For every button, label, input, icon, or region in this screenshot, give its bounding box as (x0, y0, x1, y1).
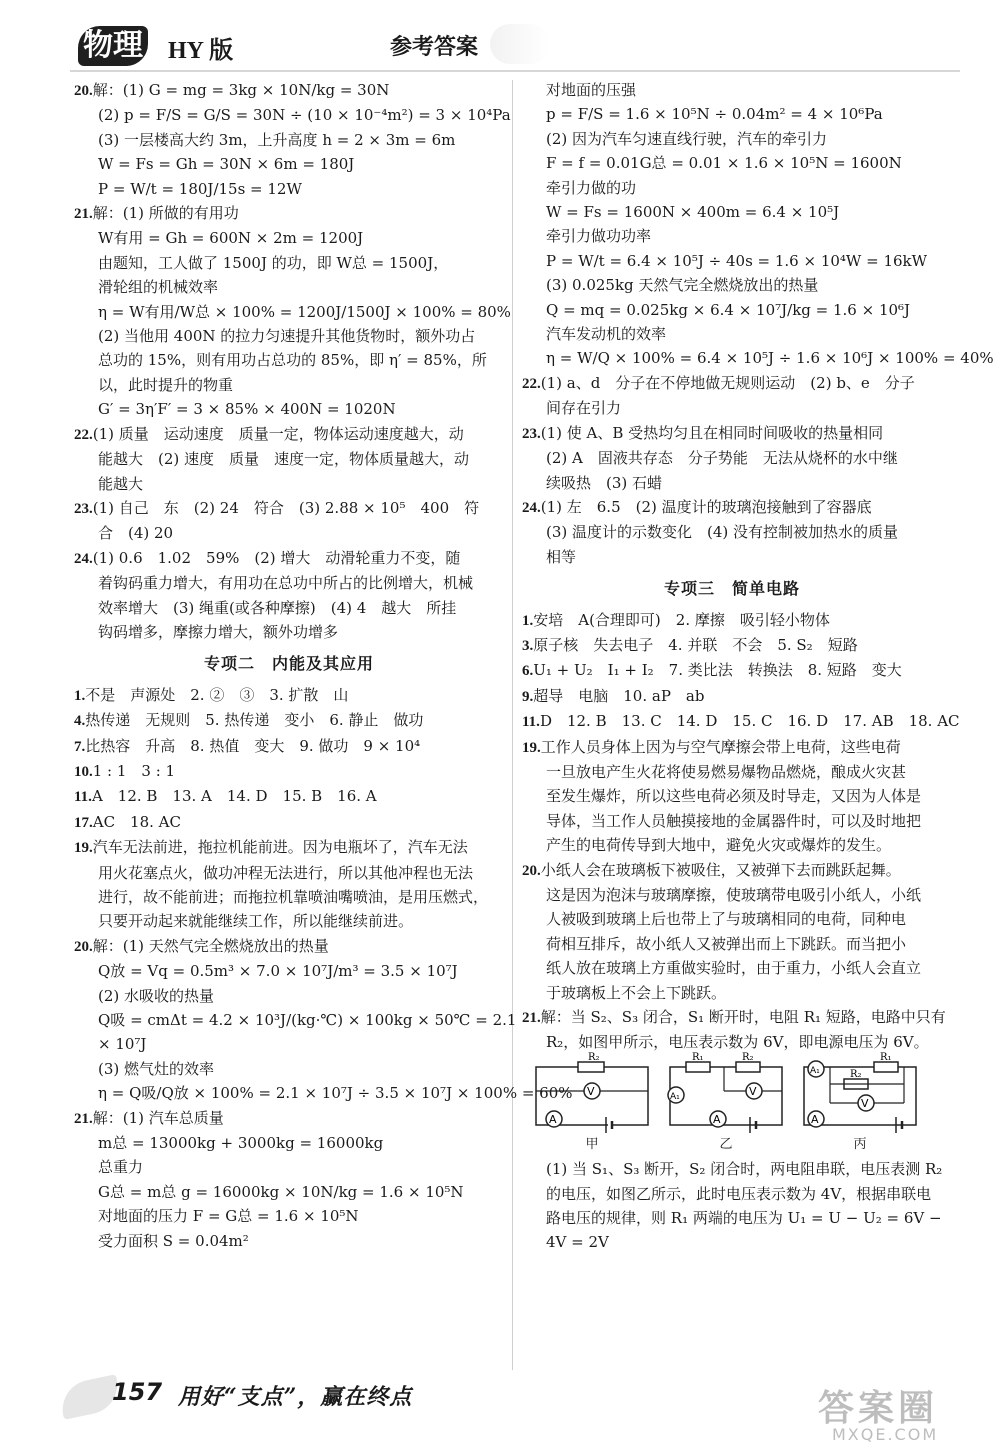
circuit-label: 乙 (719, 1136, 733, 1152)
answer-text: 安培 A(合理即可) 2. 摩擦 吸引轻小物体 (533, 610, 830, 629)
page-title: 参考答案 (390, 35, 479, 60)
svg-text:R₁: R₁ (880, 1051, 892, 1063)
answer-text: 间存在引力 (546, 399, 622, 418)
question-number: 6. (522, 663, 534, 680)
answer-line (522, 858, 942, 883)
answer-line (74, 1032, 504, 1056)
edition-label: HY 版 (168, 38, 234, 64)
answer-text: 相等 (546, 547, 577, 566)
answer-text: W有用 = Gh = 600N × 2m = 1200J (98, 229, 364, 248)
subject-badge: 物理 (78, 26, 148, 66)
answer-text: p = F/S = 1.6 × 10⁵N ÷ 0.04m² = 4 × 10⁶Pa (546, 105, 883, 124)
answer-text: 钩码增多，摩擦力增大，额外功增多 (98, 622, 339, 641)
answer-line (522, 1157, 942, 1181)
answer-text: (3) 0.025kg 天然气完全燃烧放出的热量 (546, 276, 819, 295)
answer-line (74, 251, 504, 275)
answer-line (74, 300, 511, 324)
answer-line (74, 959, 504, 983)
question-number: 24. (74, 550, 93, 567)
answer-line (74, 128, 504, 152)
answer-text: Q吸 = cmΔt = 4.2 × 10³J/(kg·℃) × 100kg × 50℃ = 2.1 (98, 1011, 517, 1030)
column-divider (512, 80, 513, 1370)
answer-line (522, 346, 994, 370)
ammeter-label: A (549, 1112, 557, 1126)
section-3-answers (522, 608, 960, 1055)
answer-text: U₁ + U₂ I₁ + I₂ 7. 类比法 转换法 8. 短路 变大 (533, 661, 902, 680)
answer-text: Q放 = Vq = 0.5m³ × 7.0 × 10⁷J/m³ = 3.5 × 10⁷J (98, 962, 458, 981)
question-number: 21. (74, 206, 93, 223)
question-number: 22. (522, 375, 541, 392)
answer-line (74, 759, 504, 784)
left-answers (74, 78, 511, 644)
answer-text: D 12. B 13. C 14. D 15. C 16. D 17. AB 18. AC (539, 712, 960, 731)
answer-line (522, 421, 942, 446)
question-number: 4. (74, 713, 86, 730)
answer-line (522, 446, 942, 470)
question-number: 20. (522, 862, 541, 879)
answer-line (522, 371, 942, 396)
answer-text: 解：(1) 汽车总质量 (92, 1108, 224, 1127)
answer-line (74, 324, 504, 348)
answer-line (74, 810, 504, 835)
answer-text: Q = mq = 0.025kg × 6.4 × 10⁷J/kg = 1.6 × 10⁶J (546, 300, 911, 319)
answer-text: η = Q吸/Q放 × 100% = 2.1 × 10⁷J ÷ 3.5 × 10⁷J × 100% = 60% (98, 1084, 573, 1103)
answer-text: m总 = 13000kg + 3000kg = 16000kg (98, 1134, 384, 1153)
circuit-bing-diagram (800, 1051, 920, 1131)
answer-line (522, 684, 942, 709)
svg-text:A₁: A₁ (810, 1065, 820, 1076)
answer-text: 对地面的压力 F = G总 = 1.6 × 10⁵N (98, 1207, 359, 1226)
answer-text: 解：(1) 天然气完全燃烧放出的热量 (92, 936, 329, 955)
answer-text: 总功的 15%，则有用功占总功的 85%，即 η′ = 85%，所 (98, 351, 487, 370)
answer-text: 导体，当工作人员触摸接地的金属器件时，可以及时地把 (546, 811, 922, 830)
answer-line (74, 571, 504, 595)
answer-line (522, 907, 942, 931)
answer-text: (2) A 固液共存态 分子势能 无法从烧杯的水中继 (546, 449, 898, 468)
answer-text: 工作人员身体上因为与空气摩擦会带上电荷，这些电荷 (540, 737, 901, 756)
answer-line (74, 909, 504, 933)
question-number: 20. (74, 938, 93, 955)
answer-text: AC 18. AC (92, 812, 181, 831)
answer-text: 由题知，工人做了 1500J 的功，即 W总 = 1500J， (98, 253, 449, 272)
answer-text: 的电压，如图乙所示，此时电压表示数为 4V，根据串联电 (546, 1184, 932, 1203)
answer-line (74, 447, 504, 471)
question-number: 21. (74, 1110, 93, 1127)
answer-line (74, 275, 504, 299)
answer-line (74, 683, 504, 708)
answer-text: 比热容 升高 8. 热值 变大 9. 做功 9 × 10⁴ (85, 736, 421, 755)
answer-text: 路电压的规律，则 R₁ 两端的电压为 U₁ = U − U₂ = 6V − (546, 1209, 942, 1228)
answer-line (522, 322, 942, 346)
answer-line (522, 809, 942, 833)
answer-text: 续吸热 (3) 石蜡 (546, 473, 663, 492)
answer-text: 用火花塞点火，做功冲程无法进行，所以其他冲程也无法 (98, 863, 474, 882)
answer-line (74, 620, 504, 644)
circuit-jia (532, 1051, 652, 1157)
answer-text: (1) 当 S₁、S₃ 断开，S₂ 闭合时，两电阻串联，电压表测 R₂ (546, 1160, 943, 1179)
answer-text: (3) 一层楼高大约 3m，上升高度 h = 2 × 3m = 6m (98, 130, 456, 149)
answer-text: 合 (4) 20 (98, 524, 174, 543)
circuit-diagrams (532, 1051, 942, 1157)
answer-text: 受力面积 S = 0.04m² (98, 1231, 249, 1250)
circuit-yi-diagram (666, 1051, 786, 1131)
answer-text: 只要开动起来就能继续工作，所以能继续前进。 (98, 912, 414, 931)
answer-line (522, 1230, 942, 1254)
answer-text: (1) 自己 东 (2) 24 符合 (3) 2.88 × 10⁵ 400 符 (92, 498, 480, 517)
answer-line (522, 833, 942, 857)
answer-line (74, 373, 504, 397)
answer-text: 效率增大 (3) 绳重(或各种摩擦) (4) 4 越大 所挂 (98, 598, 457, 617)
answer-line (522, 1030, 942, 1054)
circuit-jia-diagram (532, 1051, 652, 1131)
answer-text: 以，此时提升的物重 (98, 375, 234, 394)
answer-text: F = f = 0.01G总 = 0.01 × 1.6 × 10⁵N = 1600N (546, 154, 902, 173)
answer-text: 汽车发动机的效率 (546, 325, 667, 344)
answer-line (74, 708, 504, 733)
question-number: 1. (522, 612, 534, 629)
answer-line (522, 956, 942, 980)
answer-line (74, 78, 504, 103)
answer-line (522, 735, 942, 760)
question-number: 10. (74, 763, 93, 780)
answer-text: 能越大 (98, 474, 144, 493)
answer-line (74, 472, 504, 496)
answer-line (74, 861, 504, 885)
answer-text: 荷相互排斥，故小纸人又被弹出而上下跳跃。而当把小 (546, 934, 907, 953)
answer-line (522, 224, 942, 248)
answer-text: W = Fs = Gh = 30N × 6m = 180J (98, 155, 355, 174)
svg-text:R₂: R₂ (850, 1068, 862, 1080)
footer-slogan: 用好“支点”，赢在终点 (178, 1384, 413, 1410)
answer-line (522, 520, 942, 544)
answer-line (522, 658, 942, 683)
answer-line (522, 932, 942, 956)
question-number: 19. (74, 840, 93, 857)
answer-line (522, 298, 942, 322)
answer-text: 牵引力做的功 (546, 178, 637, 197)
answer-text: 至发生爆炸，所以这些电荷必须及时导走，又因为人体是 (546, 787, 922, 806)
answer-text: 纸人放在玻璃上方重做实验时，由于重力，小纸人会直立 (546, 959, 922, 978)
question-number: 20. (74, 83, 93, 99)
question-number: 17. (74, 814, 93, 831)
answer-text: (2) p = F/S = G/S = 30N ÷ (10 × 10⁻⁴m²) = 3 × 10⁴Pa (98, 106, 511, 125)
answer-line (522, 981, 942, 1005)
answer-line (74, 1180, 504, 1204)
answer-line (74, 348, 504, 372)
answer-text: 热传递 无规则 5. 热传递 变小 6. 静止 做功 (85, 711, 424, 730)
watermark-url: MXQE.COM (832, 1425, 939, 1444)
answer-line (522, 102, 942, 126)
answer-text: 滑轮组的机械效率 (98, 278, 219, 297)
answer-text: (1) 使 A、B 受热均匀且在相同时间吸收的热量相同 (540, 423, 884, 442)
page-number: 157 (112, 1378, 163, 1406)
answer-text: G′ = 3η′F′ = 3 × 85% × 400N = 1020N (98, 400, 396, 419)
answer-line (522, 200, 942, 224)
answer-line (74, 984, 504, 1008)
answer-line (522, 471, 942, 495)
answer-line (74, 885, 504, 909)
answer-line (74, 546, 504, 571)
answer-line (522, 545, 942, 569)
watermark (818, 1380, 978, 1450)
answer-line (74, 177, 504, 201)
answer-text: 总重力 (98, 1158, 144, 1177)
answer-text: 能越大 (2) 速度 质量 速度一定，物体质量越大，动 (98, 450, 470, 469)
answer-text: × 10⁷J (98, 1035, 147, 1054)
answer-text: 牵引力做功功率 (546, 227, 652, 246)
answer-line (74, 521, 504, 545)
answer-line (74, 1008, 517, 1032)
answer-text: 4V = 2V (546, 1233, 609, 1252)
answer-line (74, 1229, 504, 1253)
watermark-logo: 答案圈 (818, 1388, 939, 1429)
answer-text: 原子核 失去电子 4. 并联 不会 5. S₂ 短路 (533, 635, 858, 654)
answer-line (74, 1155, 504, 1179)
answer-line (522, 709, 960, 734)
question-number: 1. (74, 687, 86, 704)
r2-label: R₂ (588, 1051, 600, 1063)
answer-text: (1) 0.6 1.02 59% (2) 增大 动滑轮重力不变，随 (92, 548, 461, 567)
answer-line (522, 784, 942, 808)
answer-text: 超导 电脑 10. aP ab (533, 686, 705, 705)
question-number: 7. (74, 738, 86, 755)
answer-line (74, 201, 504, 226)
answer-line (522, 1182, 942, 1206)
answer-text: 进行，故不能前进；而拖拉机靠喷油嘴喷油，是用压燃式， (98, 888, 489, 906)
section-3-answers-continued (522, 1157, 942, 1255)
section-2-answers (74, 683, 573, 1253)
question-number: 22. (74, 426, 93, 443)
svg-text:A: A (713, 1112, 721, 1126)
answer-text: (1) 左 6.5 (2) 温度计的玻璃泡接触到了容器底 (540, 497, 872, 516)
answer-text: G总 = m总 g = 16000kg × 10N/kg = 1.6 × 10⁵N (98, 1182, 464, 1201)
answer-line (522, 273, 942, 297)
answer-line (74, 103, 511, 127)
answer-line (522, 78, 942, 102)
answer-line (522, 249, 942, 273)
circuit-bing (800, 1051, 920, 1157)
answer-text: A 12. B 13. A 14. D 15. B 16. A (91, 787, 377, 806)
answer-text: (2) 当他用 400N 的拉力匀速提升其他货物时，额外功占 (98, 327, 476, 346)
question-number: 24. (522, 499, 541, 516)
answer-text: η = W/Q × 100% = 6.4 × 10⁵J ÷ 1.6 × 10⁶J × 100% = 40% (546, 349, 994, 368)
answer-text: 产生的电荷传导到大地中，避免火灾或爆炸的发生。 (546, 836, 892, 855)
answer-text: 1 : 1 3 : 1 (92, 761, 176, 780)
answer-text: 不是 声源处 2. ② ③ 3. 扩散 山 (85, 685, 349, 704)
answer-line (522, 176, 942, 200)
answer-line (522, 633, 942, 658)
page-footer (60, 1372, 460, 1426)
answer-line (522, 1206, 942, 1230)
header-decoration (490, 24, 550, 64)
answer-line (74, 784, 504, 809)
question-number: 11. (522, 714, 540, 731)
answer-text: 人被吸到玻璃上后也带上了与玻璃相同的电荷，同种电 (546, 910, 907, 929)
answer-line (522, 151, 942, 175)
question-number: 9. (522, 688, 534, 705)
circuit-yi (666, 1051, 786, 1157)
answer-text: (3) 温度计的示数变化 (4) 没有控制被加热水的质量 (546, 523, 899, 542)
answer-line (74, 226, 504, 250)
question-number: 19. (522, 739, 541, 756)
answer-line (74, 496, 504, 521)
svg-text:A: A (811, 1112, 819, 1126)
svg-text:V: V (861, 1096, 869, 1110)
answer-text: (1) 质量 运动速度 质量一定，物体运动速度越大，动 (92, 424, 464, 443)
answer-text: (3) 燃气灶的效率 (98, 1059, 215, 1078)
answer-line (522, 760, 942, 784)
answer-line (74, 422, 504, 447)
answer-text: 小纸人会在玻璃板下被吸住，又被弹下去而跳跃起舞。 (540, 860, 901, 879)
answer-line (74, 1106, 504, 1131)
answer-line (522, 396, 942, 420)
answer-text: R₂，如图甲所示，电压表示数为 6V，即电源电压为 6V。 (546, 1033, 929, 1052)
right-answers (522, 78, 994, 569)
answer-line (522, 1005, 946, 1030)
question-number: 23. (522, 425, 541, 442)
answer-text: W = Fs = 1600N × 400m = 6.4 × 10⁵J (546, 203, 840, 222)
answer-line (74, 835, 504, 860)
answer-line (74, 734, 504, 759)
answer-text: 于玻璃板上不会上下跳跃。 (546, 983, 727, 1002)
section-title-3: 专项三 简单电路 (663, 579, 800, 599)
circuit-label: 丙 (853, 1136, 867, 1152)
answer-line (522, 127, 942, 151)
answer-text: η = W有用/W总 × 100% = 1200J/1500J × 100% = 80% (98, 302, 511, 321)
right-column (522, 78, 994, 1255)
svg-text:V: V (749, 1084, 757, 1098)
answer-text: 着钩码重力增大，有用功在总功中所占的比例增大，机械 (98, 574, 474, 593)
circuit-label: 甲 (585, 1136, 599, 1152)
section-title-2: 专项二 内能及其应用 (203, 654, 374, 674)
answer-line (74, 596, 504, 620)
voltmeter-label: V (587, 1084, 595, 1098)
answer-text: (2) 水吸收的热量 (98, 986, 215, 1005)
answer-line (522, 883, 942, 907)
page-header (70, 22, 960, 72)
answer-line (74, 1057, 504, 1081)
answer-line (74, 934, 504, 959)
answer-text: (2) 因为汽车匀速直线行驶，汽车的牵引力 (546, 129, 828, 148)
answer-line (74, 1081, 573, 1105)
answer-text: 这是因为泡沫与玻璃摩擦，使玻璃带电吸引小纸人，小纸 (546, 886, 922, 904)
answer-text: P = W/t = 6.4 × 10⁵J ÷ 40s = 1.6 × 10⁴W = 16kW (546, 251, 928, 270)
answer-line (522, 608, 942, 633)
answer-line (74, 1131, 504, 1155)
question-number: 23. (74, 500, 93, 517)
svg-text:R₁: R₁ (692, 1051, 704, 1063)
answer-line (74, 152, 504, 176)
answer-text: 一旦放电产生火花将使易燃易爆物品燃烧，酿成火灾甚 (546, 762, 907, 781)
svg-text:A₁: A₁ (670, 1091, 680, 1102)
answer-text: P = W/t = 180J/15s = 12W (98, 179, 302, 198)
question-number: 21. (522, 1010, 541, 1027)
answer-text: 对地面的压强 (546, 81, 637, 99)
answer-line (74, 1204, 504, 1228)
question-number: 11. (74, 789, 92, 806)
header-rule (70, 70, 960, 72)
question-number: 3. (522, 637, 534, 654)
answer-text: (1) a、d 分子在不停地做无规则运动 (2) b、e 分子 (540, 373, 915, 392)
answer-text: 汽车无法前进，拖拉机能前进。因为电瓶坏了，汽车无法 (92, 838, 468, 857)
svg-text:R₂: R₂ (742, 1051, 754, 1063)
answer-text: 解：当 S₂、S₃ 闭合，S₁ 断开时，电阻 R₁ 短路，电路中只有 (540, 1008, 946, 1027)
answer-line (522, 495, 942, 520)
answer-text: 解：(1) G = mg = 3kg × 10N/kg = 30N (92, 81, 390, 99)
answer-text: 解：(1) 所做的有用功 (92, 204, 239, 223)
answer-line (74, 397, 504, 421)
